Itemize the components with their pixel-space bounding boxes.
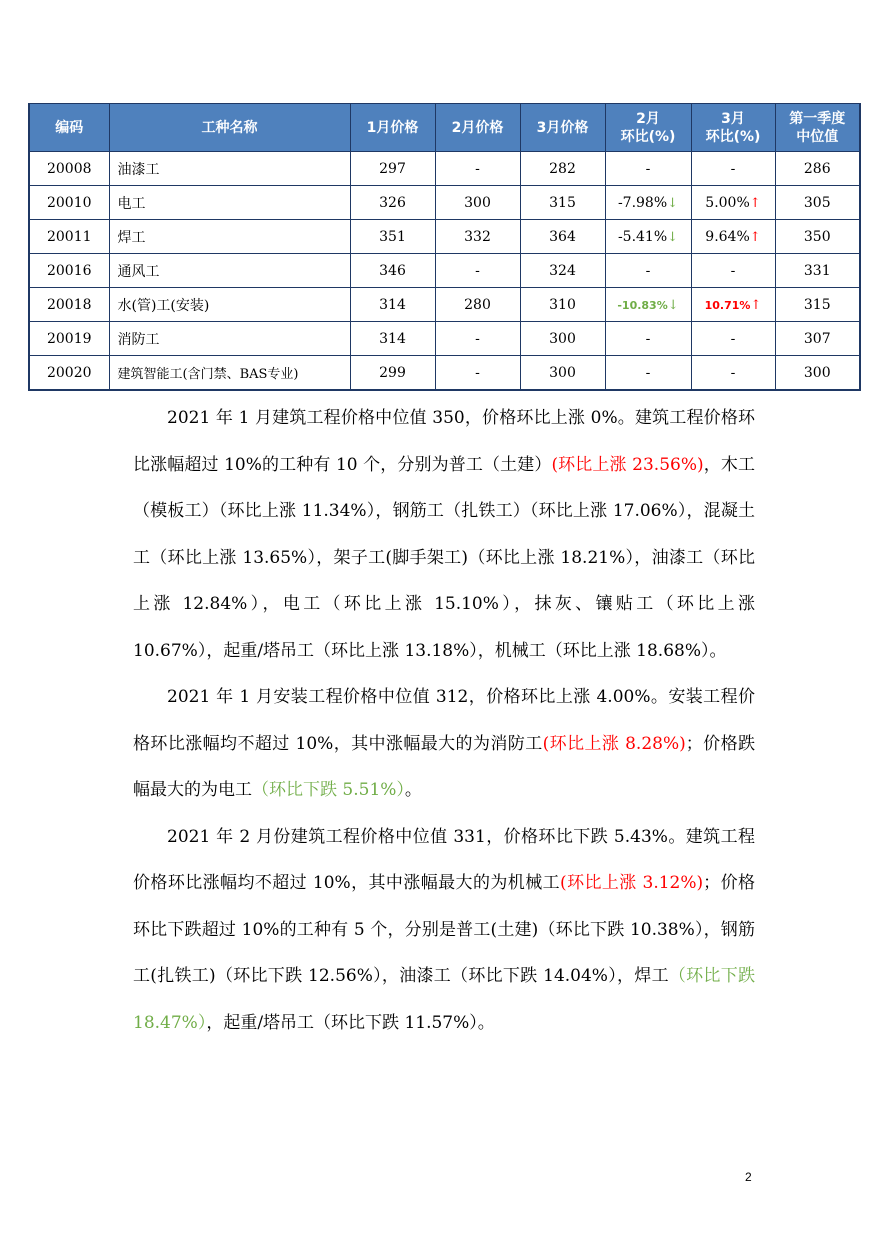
paragraph-feb-construction	[133, 814, 755, 1047]
header-code: 编码	[29, 104, 109, 152]
arrow-down-icon: ↓	[667, 195, 679, 211]
header-mar-mom: 3月 环比(%)	[691, 104, 775, 152]
arrow-down-icon: ↓	[667, 229, 679, 245]
text: ；价格跌幅最大的为电工	[133, 733, 755, 800]
cell-feb: -	[435, 356, 520, 391]
text: ，起重/塔吊工（环比下跌 11.57%）。	[206, 1012, 495, 1033]
table-row	[29, 254, 860, 288]
arrow-down-icon: ↓	[667, 297, 679, 313]
value: 5.00%	[705, 194, 750, 211]
cell-q1: 286	[775, 152, 860, 186]
text: 2021 年 1 月安装工程价格中位值 312，价格环比上涨 4.00%。安装工程价格环比涨幅均不超过 10%，其中涨幅最大的为消防工	[133, 687, 755, 754]
cell-feb-mom	[605, 186, 691, 220]
cell-mar: 310	[520, 288, 605, 322]
cell-q1: 305	[775, 186, 860, 220]
cell-name: 消防工	[109, 322, 350, 356]
cell-q1: 350	[775, 220, 860, 254]
price-table	[28, 103, 861, 391]
table-row	[29, 356, 860, 391]
cell-mar: 300	[520, 322, 605, 356]
cell-feb: -	[435, 152, 520, 186]
cell-jan: 351	[350, 220, 435, 254]
text: 2021 年 2 月份建筑工程价格中位值 331，价格环比下跌 5.43%。建筑工程价格环比涨幅均不超过 10%，其中涨幅最大的为机械工	[133, 826, 755, 893]
cell-name: 油漆工	[109, 152, 350, 186]
table-row	[29, 152, 860, 186]
value: -7.98%	[617, 194, 668, 211]
table-row	[29, 322, 860, 356]
value: -10.83%	[617, 298, 668, 312]
highlight-fall: （环比下跌 5.51%）	[252, 780, 405, 800]
cell-feb: 280	[435, 288, 520, 322]
cell-mar-mom	[691, 186, 775, 220]
text: 2021 年 1 月建筑工程价格中位值 350，价格环比上涨 0%。建筑工程价格环比涨幅超过 10%的工种有 10 个，分别为普工（土建）	[133, 408, 755, 475]
page-number: 2	[745, 1170, 752, 1184]
value: 9.64%	[705, 228, 750, 245]
cell-code: 20019	[29, 322, 109, 356]
arrow-up-icon: ↑	[749, 229, 761, 245]
header-feb: 2月价格	[435, 104, 520, 152]
cell-code: 20016	[29, 254, 109, 288]
cell-jan: 326	[350, 186, 435, 220]
header-jan: 1月价格	[350, 104, 435, 152]
cell-name: 水(管)工(安装)	[109, 288, 350, 322]
cell-q1: 331	[775, 254, 860, 288]
body-text	[133, 395, 755, 1046]
cell-code: 20020	[29, 356, 109, 391]
cell-name: 电工	[109, 186, 350, 220]
cell-code: 20010	[29, 186, 109, 220]
cell-feb-mom	[605, 220, 691, 254]
cell-code: 20011	[29, 220, 109, 254]
cell-mar: 282	[520, 152, 605, 186]
cell-code: 20018	[29, 288, 109, 322]
highlight-rise: (环比上涨 3.12%)	[560, 873, 704, 893]
cell-mar: 315	[520, 186, 605, 220]
highlight-rise: (环比上涨 23.56%)	[551, 454, 704, 475]
cell-jan: 297	[350, 152, 435, 186]
cell-feb: 300	[435, 186, 520, 220]
cell-mar: 300	[520, 356, 605, 391]
table-row	[29, 186, 860, 220]
arrow-up-icon: ↑	[750, 297, 762, 313]
value: 10.71%	[704, 298, 751, 312]
table-row	[29, 220, 860, 254]
paragraph-jan-construction	[133, 395, 755, 674]
header-feb-mom: 2月 环比(%)	[605, 104, 691, 152]
cell-mar-mom	[691, 288, 775, 322]
paragraph-jan-installation	[133, 674, 755, 814]
cell-q1: 307	[775, 322, 860, 356]
cell-code: 20008	[29, 152, 109, 186]
cell-feb: -	[435, 254, 520, 288]
cell-feb-mom: -	[605, 322, 691, 356]
header-q1: 第一季度 中位值	[775, 104, 860, 152]
cell-mar-mom: -	[691, 356, 775, 391]
table-row	[29, 288, 860, 322]
highlight-rise: (环比上涨 8.28%)	[542, 733, 686, 754]
cell-mar-mom	[691, 220, 775, 254]
highlight-fall: （环比下跌 18.47%）	[133, 966, 755, 1033]
cell-name: 焊工	[109, 220, 350, 254]
header-name: 工种名称	[109, 104, 350, 152]
cell-name: 通风工	[109, 254, 350, 288]
table-header-row	[29, 104, 860, 152]
cell-feb-mom	[605, 288, 691, 322]
cell-jan: 299	[350, 356, 435, 391]
cell-mar: 324	[520, 254, 605, 288]
cell-mar: 364	[520, 220, 605, 254]
header-mar: 3月价格	[520, 104, 605, 152]
cell-jan: 346	[350, 254, 435, 288]
cell-feb-mom: -	[605, 152, 691, 186]
cell-feb-mom: -	[605, 254, 691, 288]
text: ；价格环比下跌超过 10%的工种有 5 个，分别是普工(土建)（环比下跌 10.38%），钢筋工(扎铁工)（环比下跌 12.56%），油漆工（环比下跌 14.04%），焊工	[133, 873, 755, 986]
cell-q1: 315	[775, 288, 860, 322]
cell-feb: -	[435, 322, 520, 356]
value: -5.41%	[617, 228, 668, 245]
cell-q1: 300	[775, 356, 860, 391]
cell-name: 建筑智能工(含门禁、BAS专业)	[109, 356, 350, 391]
cell-feb-mom: -	[605, 356, 691, 391]
cell-mar-mom: -	[691, 322, 775, 356]
arrow-up-icon: ↑	[749, 195, 761, 211]
cell-mar-mom: -	[691, 152, 775, 186]
cell-jan: 314	[350, 322, 435, 356]
cell-mar-mom: -	[691, 254, 775, 288]
cell-jan: 314	[350, 288, 435, 322]
text: 。	[404, 780, 422, 800]
cell-feb: 332	[435, 220, 520, 254]
text: ，木工（模板工）（环比上涨 11.34%），钢筋工（扎铁工）（环比上涨 17.06%），混凝土工（环比上涨 13.65%），架子工(脚手架工)（环比上涨 18.21%），油漆工（环比上涨 12.84%），电工（环比上涨 15.10%），抹灰、镶贴工（环比上涨 10.67%），起重/塔吊工（环比上涨 13.18%），机械工（环比上涨 18.68%）。	[133, 454, 755, 661]
